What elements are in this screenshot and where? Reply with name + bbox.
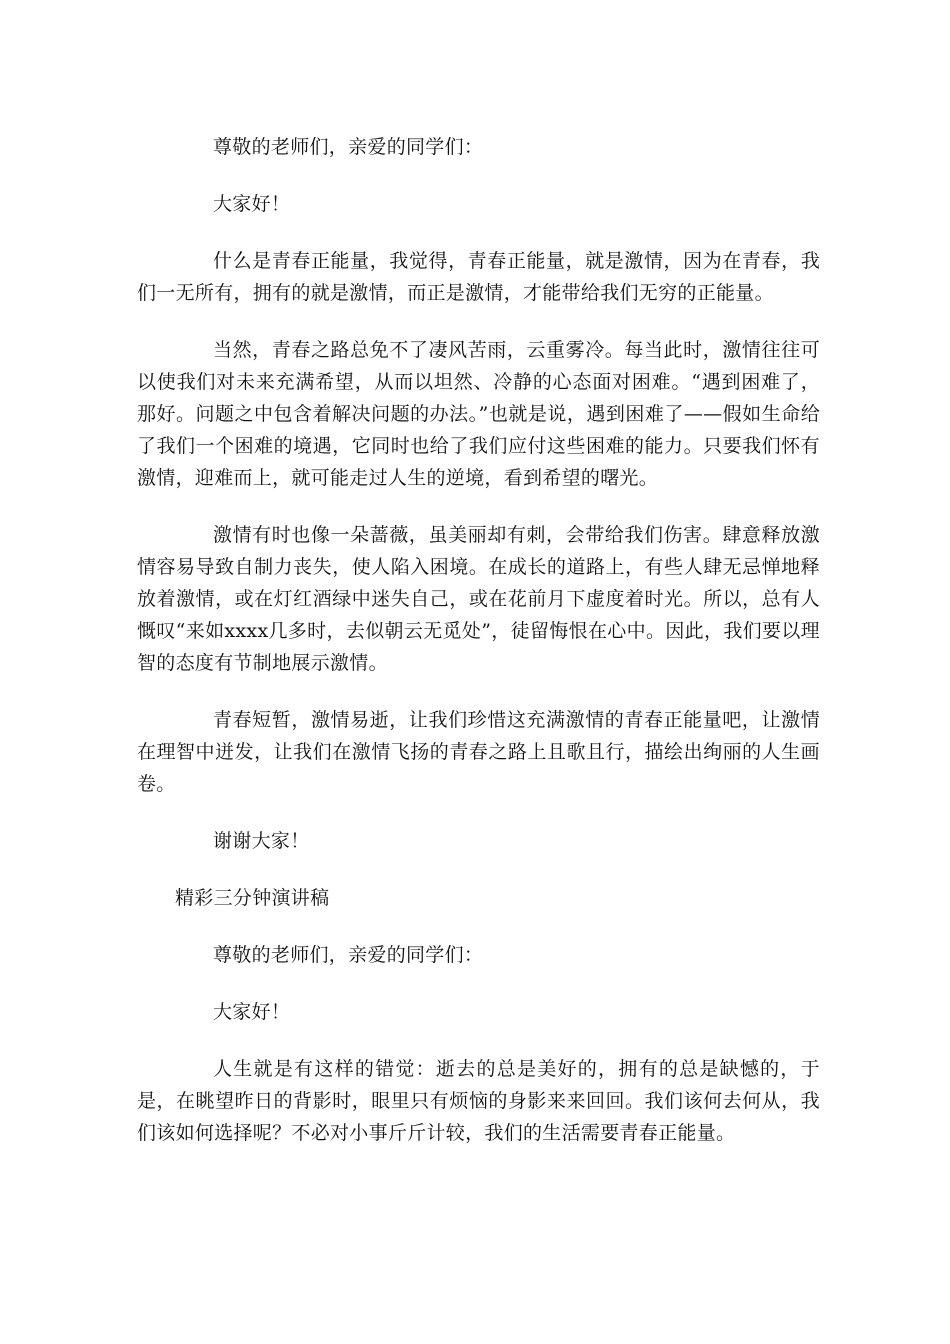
body-paragraph: 人生就是有这样的错觉：逝去的总是美好的，拥有的总是缺憾的，于是，在眺望昨日的背影时，眼里只有烦恼的身影来来回回。我们该何去何从，我们该如何选择呢？不必对小事斤斤计较，我们的生活需要青春正能量。 (137, 1058, 820, 1144)
document-body (137, 131, 820, 1174)
body-paragraph: 什么是青春正能量，我觉得，青春正能量，就是激情，因为在青春，我们一无所有，拥有的就是激情，而正是激情，才能带给我们无穷的正能量。 (137, 250, 820, 304)
body-paragraph: 激情有时也像一朵蔷薇，虽美丽却有刺，会带给我们伤害。肆意释放激情容易导致自制力丧失，使人陷入困境。在成长的道路上，有些人肆无忌惮地释放着激情，或在灯红酒绿中迷失自己，或在花前月下虚度着时光。所以，总有人慨叹“来如xxxx几多时，去似朝云无觅处”，徒留悔恨在心中。因此，我们要以理智的态度有节制地展示激情。 (137, 524, 820, 674)
body-paragraph: 当然，青春之路总免不了凄风苦雨，云重雾冷。每当此时，激情往往可以使我们对未来充满希望，从而以坦然、冷静的心态面对困难。“遇到困难了，那好。问题之中包含着解决问题的办法。”也就是说，遇到困难了——假如生命给了我们一个困难的境遇，它同时也给了我们应付这些困难的能力。只要我们怀有激情，迎难而上，就可能走过人生的逆境，看到希望的曙光。 (137, 339, 820, 489)
greeting: 大家好！ (213, 1001, 291, 1023)
body-paragraph: 青春短暂，激情易逝，让我们珍惜这充满激情的青春正能量吧，让激情在理智中迸发，让我们在激情飞扬的青春之路上且歌且行，描绘出绚丽的人生画卷。 (137, 709, 820, 795)
salutation: 尊敬的老师们，亲爱的同学们： (213, 136, 484, 158)
section-title: 精彩三分钟演讲稿 (175, 887, 330, 909)
salutation: 尊敬的老师们，亲爱的同学们： (213, 944, 484, 966)
closing: 谢谢大家！ (213, 830, 310, 852)
greeting: 大家好！ (213, 193, 291, 215)
